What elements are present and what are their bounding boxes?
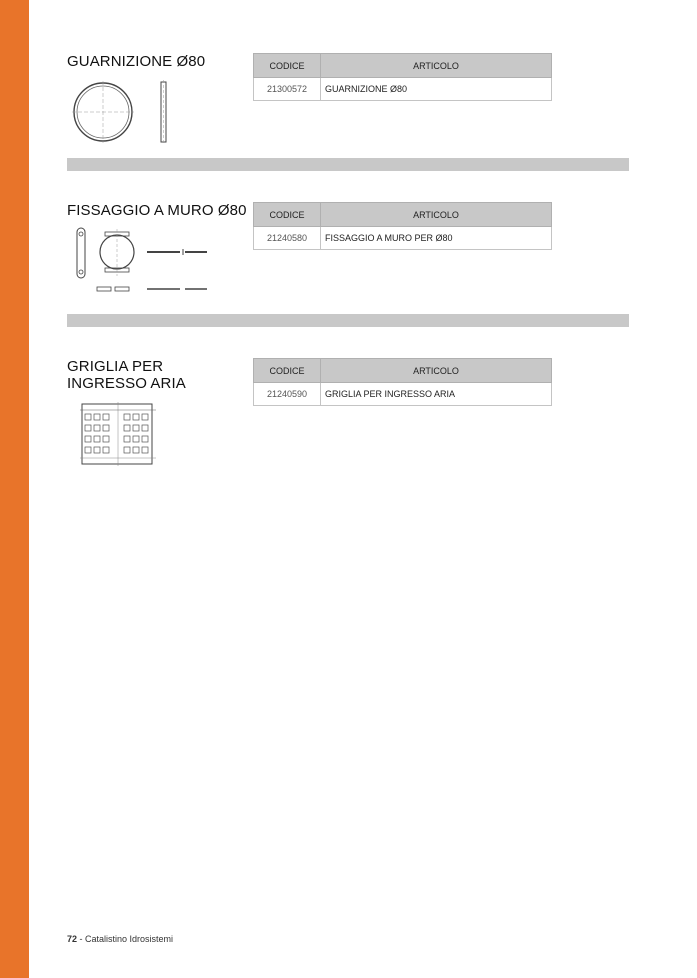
table-row: [254, 78, 552, 101]
col-header-code: CODICE: [254, 54, 321, 78]
product-code: 21240580: [254, 227, 321, 250]
page-number: 72: [67, 934, 78, 944]
section-title: GRIGLIA PER INGRESSO ARIA: [67, 358, 186, 392]
product-table: [253, 358, 552, 406]
section-title: FISSAGGIO A MURO Ø80: [67, 202, 247, 219]
footer-separator: -: [77, 934, 86, 944]
section-divider: [67, 158, 629, 171]
product-code: 21300572: [254, 78, 321, 101]
air-grille-drawing-icon: [80, 402, 156, 466]
product-article: GRIGLIA PER INGRESSO ARIA: [321, 383, 552, 406]
col-header-article: ARTICOLO: [321, 203, 552, 227]
section-fissaggio: [67, 202, 629, 302]
col-header-code: CODICE: [254, 359, 321, 383]
col-header-article: ARTICOLO: [321, 54, 552, 78]
section-guarnizione: [67, 53, 629, 148]
section-divider: [67, 314, 629, 327]
col-header-article: ARTICOLO: [321, 359, 552, 383]
product-article: GUARNIZIONE Ø80: [321, 78, 552, 101]
gasket-drawing-icon: [72, 80, 182, 144]
table-row: [254, 383, 552, 406]
section-griglia: [67, 358, 629, 468]
product-table: [253, 53, 552, 101]
section-title: GUARNIZIONE Ø80: [67, 53, 206, 70]
catalog-name: Catalistino Idrosistemi: [85, 934, 174, 944]
side-accent-bar: [0, 0, 29, 978]
col-header-code: CODICE: [254, 203, 321, 227]
page-footer: [67, 934, 173, 944]
table-row: [254, 227, 552, 250]
product-article: FISSAGGIO A MURO PER Ø80: [321, 227, 552, 250]
product-code: 21240590: [254, 383, 321, 406]
wall-bracket-drawing-icon: [75, 226, 217, 296]
product-table: [253, 202, 552, 250]
